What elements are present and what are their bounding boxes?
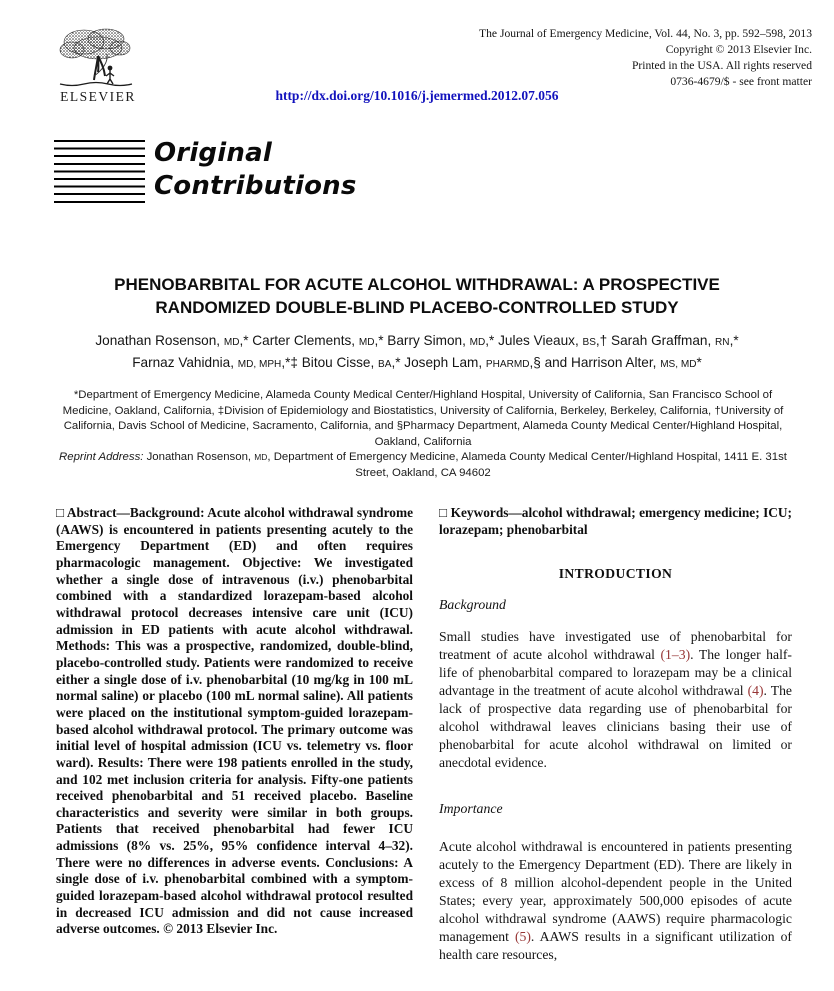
degree-text: MS, MD — [660, 358, 697, 370]
elsevier-logo-text: ELSEVIER — [60, 89, 136, 104]
text-segment: . The longer half-life of phenobarbital compared to lorazepam may be a clinical advantage in the treatment of acute alcohol withdrawal — [439, 646, 792, 698]
text-segment: Acute alcohol withdrawal is encountered in patients presenting acutely to the Emergency Department (ED). There are likely in excess of 8 million alcohol-dependent people in the United States; every year, approximately 500,000 episodes of acute alcohol withdrawal syndrome (AAWS) require pharmacologic management — [439, 838, 792, 944]
author-list — [30, 331, 804, 374]
text-segment: ,* Carter Clements, — [239, 333, 359, 348]
text-segment: * — [696, 354, 702, 370]
text-segment: ,§ and Harrison Alter, — [529, 354, 661, 370]
text-segment: , Department of Emergency Medicine, Alameda County Medical Center/Highland Hospital, 1411 E. 31st Street, Oakland, CA 94602 — [267, 451, 787, 479]
text-segment: Jonathan Rosenson, — [146, 451, 255, 464]
text-segment: ,* Joseph Lam, — [391, 354, 486, 370]
article-title-line-2: RANDOMIZED DOUBLE-BLIND PLACEBO-CONTROLLED STUDY — [155, 298, 679, 317]
article-title-line-1: PHENOBARBITAL FOR ACUTE ALCOHOL WITHDRAWAL: A PROSPECTIVE — [114, 275, 720, 294]
degree-text: BA — [378, 358, 392, 370]
journal-meta-line: 0736-4679/$ - see front matter — [670, 75, 812, 88]
text-segment: Farnaz Vahidnia, — [132, 354, 238, 370]
degree-text: MD — [223, 337, 240, 348]
keywords-paragraph: □ Keywords—alcohol withdrawal; emergency medicine; ICU; lorazepam; phenobarbital — [439, 505, 792, 537]
text-segment: . AAWS results in a significant utilization of health care resources, — [439, 928, 792, 962]
degree-text: MD — [254, 452, 268, 463]
elsevier-tree-icon — [54, 26, 142, 88]
importance-paragraph — [439, 838, 792, 964]
affiliations-block — [56, 388, 790, 482]
reprint-address — [56, 450, 790, 481]
text-segment: ,* Jules Vieaux, — [485, 333, 583, 348]
degree-text: MD, MPH — [237, 358, 282, 370]
left-column — [56, 505, 413, 964]
right-column — [439, 505, 792, 964]
banner-rule-stack — [54, 140, 145, 206]
journal-meta-line: Printed in the USA. All rights reserved — [631, 59, 812, 72]
banner-title-line: Contributions — [154, 171, 357, 201]
text-segment: ,*‡ Bitou Cisse, — [281, 354, 379, 370]
abstract-paragraph: □ Abstract—Background: Acute alcohol withdrawal syndrome (AAWS) is encountered in patients presenting acutely to the Emergency Department (ED) and often requires pharmacologic management. Objective: We investigated whether a single dose of intravenous (i.v.) phenobarbital combined with a standardized lorazepam-based alcohol withdrawal protocol decreases intensive care unit (ICU) admission in ED patients with acute alcohol withdrawal. Methods: This was a prospective, randomized, double-blind, placebo-controlled study. Patients were randomized to receive either a single dose of i.v. phenobarbital (10 mg/kg in 100 mL normal saline) or placebo (100 mL normal saline). All patients were placed on the institutional symptom-guided lorazepam-based alcohol withdrawal protocol. The primary outcome was initial level of hospital admission (ICU vs. telemetry vs. floor ward). Results: There were 198 patients enrolled in the study, and 102 met inclusion criteria for analysis. Fifty-one patients received phenobarbital and 51 received placebo. Baseline characteristics and severity were similar in both groups. Patients that received phenobarbital had fewer ICU admissions (8% vs. 25%, 95% confidence interval 4–32). There were no differences in adverse events. Conclusions: A single dose of i.v. phenobarbital combined with a symptom-guided lorazepam-based alcohol withdrawal protocol resulted in decreased ICU admission and did not cause increased adverse outcomes. © 2013 Elsevier Inc. — [56, 505, 413, 937]
author-line-1 — [30, 331, 804, 353]
banner-title — [154, 137, 357, 203]
text-segment: Jonathan Rosenson, — [95, 333, 224, 348]
text-segment: Small studies have investigated use of phenobarbital for treatment of acute alcohol withdrawal — [439, 628, 792, 662]
text-segment: ,* Barry Simon, — [374, 333, 470, 348]
article-body-columns — [56, 505, 792, 964]
importance-heading: Importance — [439, 800, 503, 816]
citation-link[interactable]: (1–3) — [660, 646, 691, 662]
degree-text: MD — [469, 337, 486, 348]
journal-meta-line: The Journal of Emergency Medicine, Vol. 44, No. 3, pp. 592–598, 2013 — [479, 27, 812, 40]
degree-text: BS — [582, 337, 596, 348]
background-paragraph — [439, 628, 792, 772]
banner-title-line: Original — [154, 138, 272, 168]
background-heading: Background — [439, 596, 506, 612]
doi-link[interactable]: http://dx.doi.org/10.1016/j.jemermed.2012.07.056 — [275, 88, 559, 103]
text-segment: ,† Sarah Graffman, — [595, 333, 716, 348]
italic-label: Reprint Address: — [59, 451, 147, 464]
degree-text: RN — [715, 337, 730, 348]
author-line-2 — [30, 353, 804, 375]
article-title — [40, 273, 794, 319]
degree-text: MD — [358, 337, 375, 348]
text-segment: ,* — [729, 333, 739, 348]
citation-link[interactable]: (4) — [747, 682, 764, 698]
journal-meta-line: Copyright © 2013 Elsevier Inc. — [665, 43, 812, 56]
introduction-heading: INTRODUCTION — [558, 565, 673, 581]
affiliations-text: *Department of Emergency Medicine, Alameda County Medical Center/Highland Hospital, University of California, San Francisco School of Medicine, Oakland, California, ‡Division of Epidemiology and Biostatistics, University of California, Berkeley, Berkeley, California, †University of California, Davis School of Medicine, Sacramento, California, and §Pharmacy Department, Alameda County Medical Center/Highland Hospital, Oakland, California — [62, 389, 784, 448]
degree-text: PHARMD — [485, 358, 530, 370]
journal-meta-block — [479, 26, 812, 90]
citation-link[interactable]: (5) — [514, 928, 531, 944]
text-segment: . The lack of prospective data regarding use of phenobarbital for alcohol withdrawal leaves clinicians basing their use of phenobarbital for acute alcohol withdrawal on limited or anecdotal evidence. — [439, 682, 792, 770]
section-banner — [54, 137, 357, 206]
